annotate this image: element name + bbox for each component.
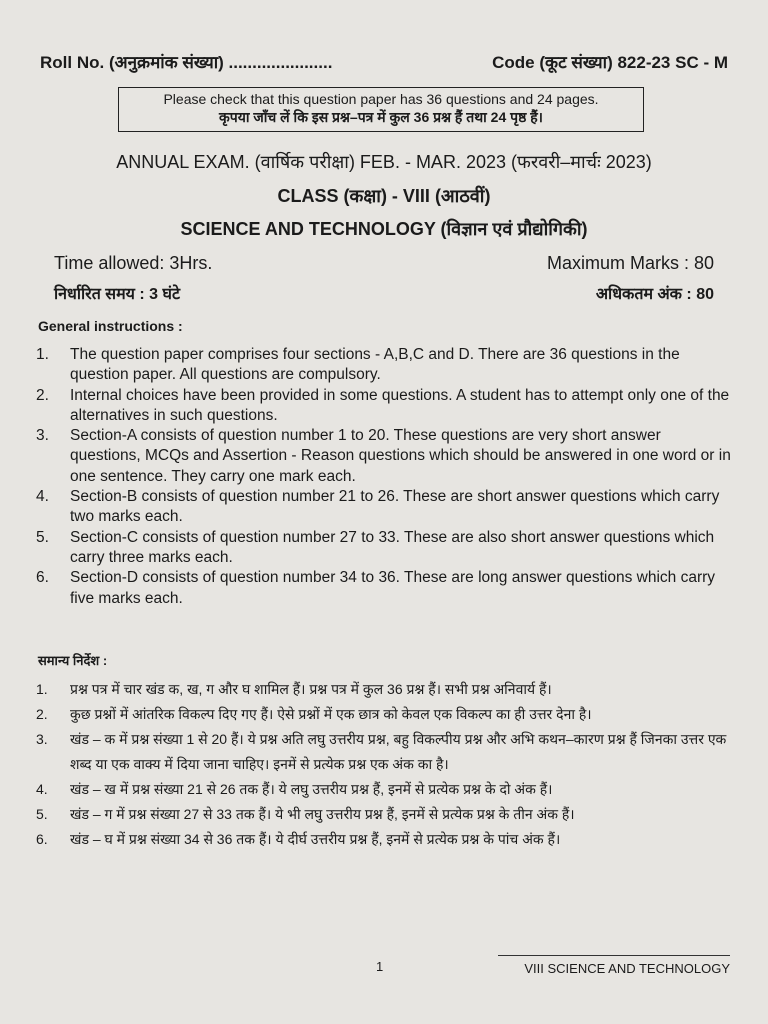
instruction-item: 1. The question paper comprises four sections - A,B,C and D. There are 36 questions in the question paper. All questions are compulsory. (36, 346, 680, 384)
time-allowed-en: Time allowed: 3Hrs. (54, 253, 213, 273)
instruction-item: 4. Section-B consists of question number 21 to 26. These are short answer questions which carry two marks each. (36, 488, 720, 526)
exam-title: ANNUAL EXAM. (वार्षिक परीक्षा) FEB. - MAR. 2023 (फरवरी–मार्चः 2023) (116, 152, 652, 172)
instruction-item: 3. खंड – क में प्रश्न संख्या 1 से 20 हैं। ये प्रश्न अति लघु उत्तरीय प्रश्न, बहु विकल्पीय प्रश्न और अभि कथन–कारण प्रश्न हैं जिनका उत्तर एक शब्द या एक वाक्य में दिया जाना चाहिए। इनमें से प्रत्येक प्रश्न एक अंक का है। (36, 731, 727, 772)
notice-hindi: कृपया जाँच लें कि इस प्रश्न–पत्र में कुल 36 प्रश्न हैं तथा 24 पृष्ठ हैं। (219, 109, 543, 125)
roll-number-label: Roll No. (अनुक्रमांक संख्या) ...................... (40, 53, 333, 72)
hindi-instructions-heading: समान्य निर्देश : (38, 653, 108, 668)
instruction-item: 1. प्रश्न पत्र में चार खंड क, ख, ग और घ शामिल हैं। प्रश्न पत्र में कुल 36 प्रश्न हैं। सभी प्रश्न अनिवार्य हैं। (36, 681, 552, 697)
hindi-instructions-list (36, 677, 731, 852)
instruction-item: 2. कुछ प्रश्नों में आंतरिक विकल्प दिए गए हैं। ऐसे प्रश्नों में एक छात्र को केवल एक विकल्प का ही उत्तर देना है। (36, 706, 592, 722)
max-marks-en: Maximum Marks : 80 (546, 253, 714, 273)
instruction-item: 6. Section-D consists of question number 34 to 36. These are long answer questions which carry five marks each. (36, 569, 716, 607)
footer-divider (498, 955, 730, 956)
page-count-notice (118, 87, 644, 132)
instruction-item: 4. खंड – ख में प्रश्न संख्या 21 से 26 तक हैं। ये लघु उत्तरीय प्रश्न हैं, इनमें से प्रत्येक प्रश्न के दो अंक हैं। (36, 781, 553, 797)
paper-code: Code (कूट संख्या) 822-23 SC - M (492, 53, 728, 72)
general-instructions-heading: General instructions : (38, 318, 183, 334)
instruction-item: 6. खंड – घ में प्रश्न संख्या 34 से 36 तक हैं। ये दीर्घ उत्तरीय प्रश्न हैं, इनमें से प्रत्येक प्रश्न के पांच अंक हैं। (36, 831, 561, 847)
english-instructions-list (36, 345, 731, 609)
page-number: 1 (376, 959, 384, 974)
class-line: CLASS (कक्षा) - VIII (आठवीं) (277, 186, 491, 206)
instruction-item: 5. Section-C consists of question number 27 to 33. These are also short answer questions which carry three marks each. (36, 528, 715, 566)
instruction-item: 2. Internal choices have been provided in some questions. A student has to attempt only one of the alternatives in such questions. (36, 386, 730, 424)
running-title: VIII SCIENCE AND TECHNOLOGY (524, 961, 730, 976)
subject-title: SCIENCE AND TECHNOLOGY (विज्ञान एवं प्रौद्योगिकी) (180, 219, 588, 239)
instruction-item: 5. खंड – ग में प्रश्न संख्या 27 से 33 तक हैं। ये भी लघु उत्तरीय प्रश्न हैं, इनमें से प्रत्येक प्रश्न के तीन अंक हैं। (36, 806, 575, 822)
max-marks-hi: अधिकतम अंक : 80 (595, 286, 714, 303)
time-allowed-hi: निर्धारित समय : 3 घंटे (54, 286, 181, 303)
notice-english: Please check that this question paper has 36 questions and 24 pages. (163, 91, 599, 107)
instruction-item: 3. Section-A consists of question number 1 to 20. These questions are very short answer questions, MCQs and Assertion - Reason questions which should be answered in one word or in one sentence. They carry one mark each. (36, 427, 731, 485)
